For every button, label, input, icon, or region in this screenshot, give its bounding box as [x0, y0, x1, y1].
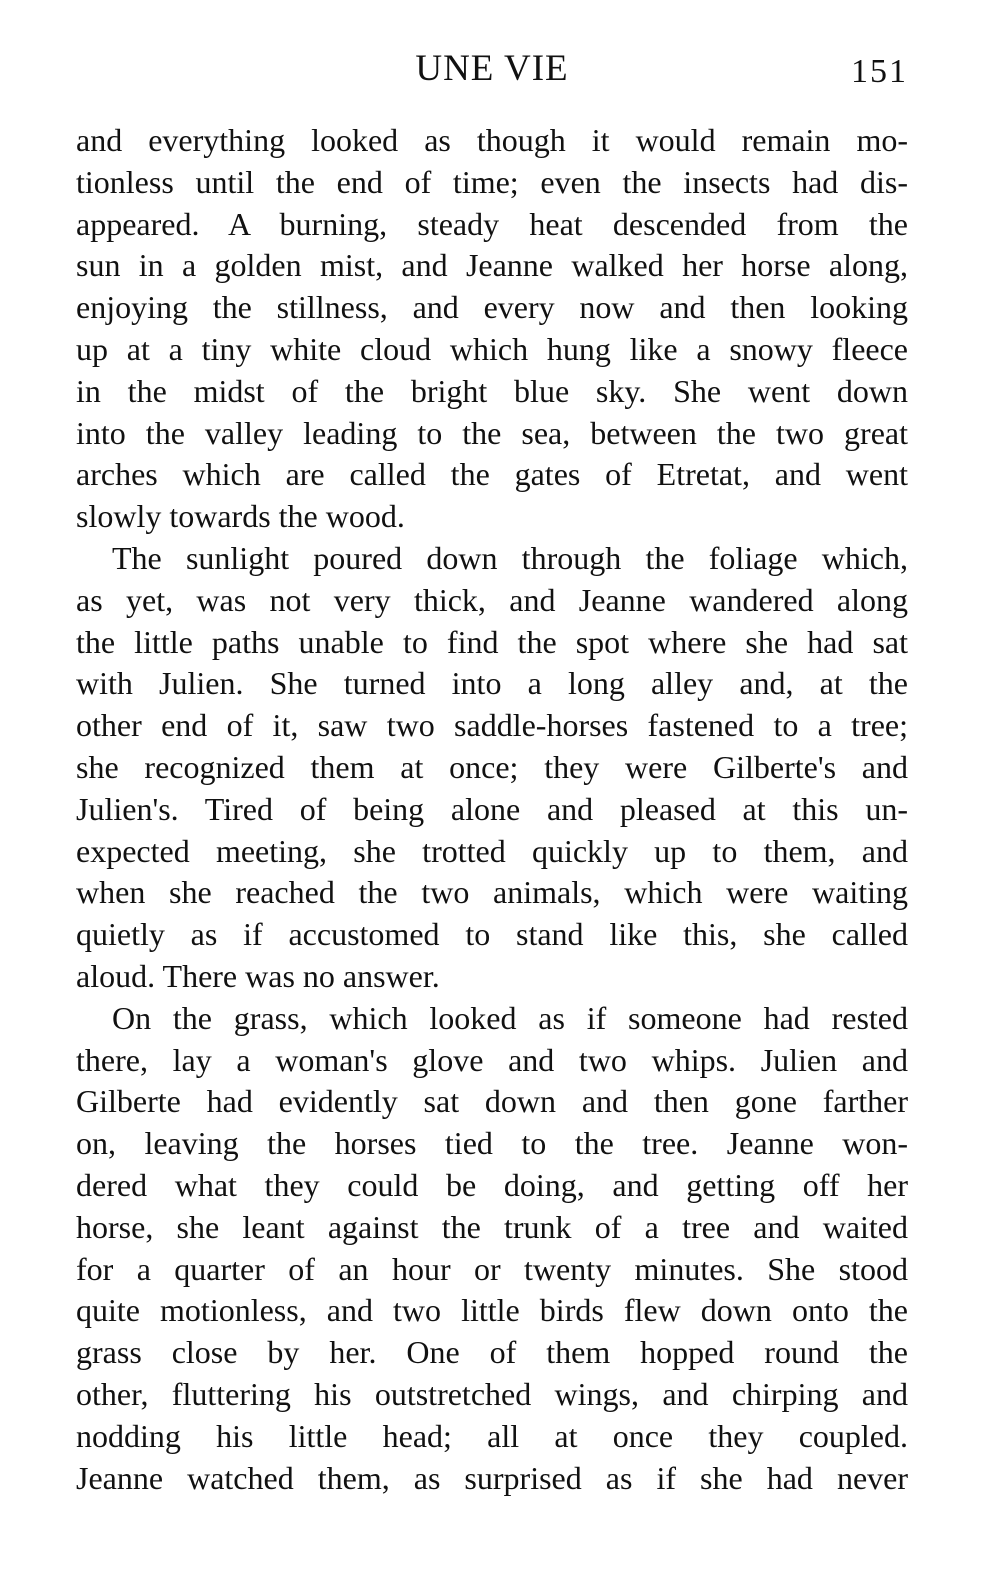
- text-line: nodding his little head; all at once they coupled.: [76, 1417, 908, 1454]
- paragraph-1: [76, 120, 908, 538]
- text-line: Jeanne watched them, as surprised as if she had never: [76, 1459, 908, 1496]
- text-line: enjoying the stillness, and every now and then looking: [76, 289, 908, 326]
- text-line: for a quarter of an hour or twenty minutes. She stood: [76, 1250, 908, 1287]
- text-line: expected meeting, she trotted quickly up to them, and: [76, 832, 908, 869]
- text-line: as yet, was not very thick, and Jeanne wandered along: [76, 581, 908, 618]
- text-line: on, leaving the horses tied to the tree. Jeanne won-: [76, 1125, 908, 1162]
- text-line: with Julien. She turned into a long alley and, at the: [76, 665, 908, 702]
- text-line: The sunlight poured down through the foliage which,: [112, 539, 908, 576]
- text-line: quite motionless, and two little birds flew down onto the: [76, 1292, 908, 1329]
- text-line: when she reached the two animals, which were waiting: [76, 874, 908, 911]
- text-line: quietly as if accustomed to stand like this, she called: [76, 916, 908, 953]
- text-line: into the valley leading to the sea, between the two great: [76, 414, 908, 451]
- text-line: in the midst of the bright blue sky. She went down: [76, 372, 908, 409]
- paragraph-3: [76, 998, 908, 1500]
- text-line: horse, she leant against the trunk of a tree and waited: [76, 1208, 908, 1245]
- body-text: [76, 120, 908, 1499]
- text-line: she recognized them at once; they were Gilberte's and: [76, 748, 908, 785]
- text-line: Gilberte had evidently sat down and then gone farther: [76, 1083, 908, 1120]
- text-line: Julien's. Tired of being alone and pleased at this un-: [76, 790, 908, 827]
- text-line: there, lay a woman's glove and two whips. Julien and: [76, 1041, 908, 1078]
- text-line: and everything looked as though it would remain mo-: [76, 122, 908, 158]
- running-head: [76, 46, 908, 92]
- text-line: slowly towards the wood.: [76, 498, 405, 535]
- text-line: sun in a golden mist, and Jeanne walked her horse along,: [76, 247, 908, 284]
- text-line: On the grass, which looked as if someone had rested: [112, 999, 908, 1036]
- text-line: other end of it, saw two saddle-horses fastened to a tree;: [76, 707, 908, 744]
- text-line: arches which are called the gates of Etretat, and went: [76, 456, 908, 493]
- text-line: aloud. There was no answer.: [76, 957, 440, 994]
- paragraph-2: [76, 538, 908, 998]
- running-title: UNE VIE: [415, 48, 569, 89]
- text-line: tionless until the end of time; even the insects had dis-: [76, 163, 908, 200]
- text-line: appeared. A burning, steady heat descended from the: [76, 205, 908, 242]
- text-line: up at a tiny white cloud which hung like a snowy fleece: [76, 330, 908, 367]
- text-line: dered what they could be doing, and getting off her: [76, 1166, 908, 1203]
- text-line: the little paths unable to find the spot where she had sat: [76, 623, 908, 660]
- page-number: 151: [851, 53, 908, 90]
- text-line: other, fluttering his outstretched wings, and chirping and: [76, 1375, 908, 1412]
- text-line: grass close by her. One of them hopped round the: [76, 1334, 908, 1371]
